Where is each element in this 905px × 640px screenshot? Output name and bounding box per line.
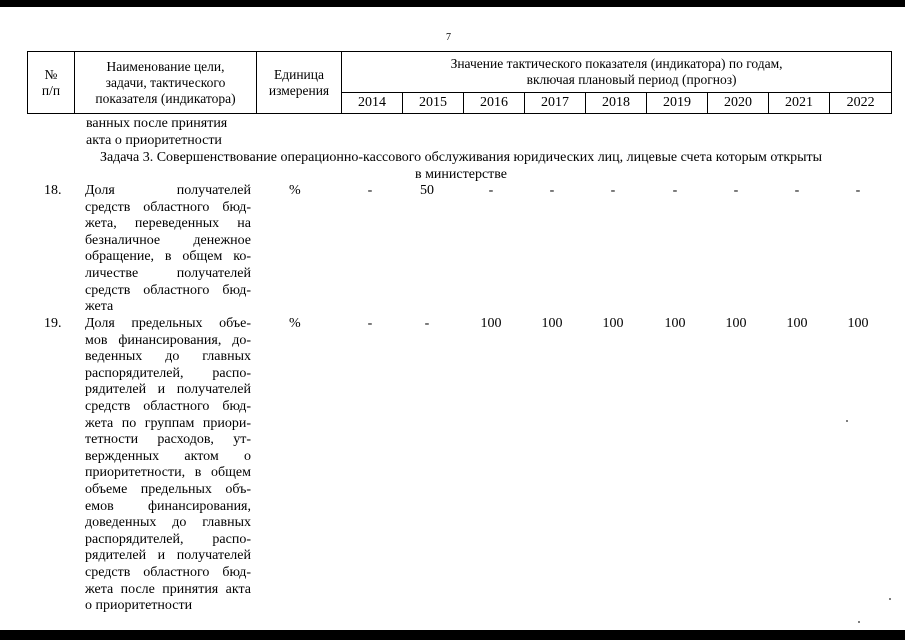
header-name-cell [75,52,257,114]
description-line: мов финансирования, до- [85,332,251,348]
description-line: Доля предельных объе- [85,316,251,331]
row-18-number: 18. [44,183,62,198]
row-18-value-2022: - [855,183,861,198]
row-19-value-2015: - [424,316,430,331]
row-19-value-2014: - [367,316,373,331]
row-19-description [85,316,251,615]
continuation-line: ванных после принятия [86,116,228,131]
task-3-heading [66,150,856,183]
description-line: о приоритетности [85,598,193,614]
row-18-description [85,183,251,316]
description-line: жета после принятия акта [85,581,251,597]
description-line: жета по группам приори- [85,415,251,431]
description-line: распорядителей, распо- [85,365,251,381]
description-line: емов финансирования, [85,498,251,514]
scan-speck [846,420,848,422]
description-line: объеме предельных объ- [85,481,251,497]
row-18-value-2019: - [672,183,678,198]
description-line: средств областного бюд- [85,564,251,580]
description-line: рядителей и получателей [85,548,251,564]
year-2017: 2017 [525,93,586,114]
scan-top-edge [0,0,905,7]
row-18-value-2015: 50 [420,183,434,198]
row-18-value-2018: - [610,183,616,198]
description-line: доведенных до главных [85,515,251,531]
year-2016: 2016 [464,93,525,114]
row-19-value-2017: 100 [541,316,563,331]
year-2018: 2018 [586,93,647,114]
description-line: распорядителей, распо- [85,531,251,547]
header-values-cell [342,52,892,93]
description-line: веденных до главных [85,349,251,365]
year-2021: 2021 [769,93,830,114]
continuation-line: акта о приоритетности [86,132,222,148]
header-number-line: № [44,66,58,82]
scan-speck [858,621,860,623]
description-line: обращение, в общем ко- [85,249,251,265]
header-unit-line: измерения [268,82,330,98]
description-line: приоритетности, в общем [85,465,251,481]
header-name-line: Наименование цели, [106,58,225,74]
year-2020: 2020 [708,93,769,114]
row-19-unit: % [289,316,301,331]
scan-speck [889,598,891,600]
description-line: личестве получателей [85,265,251,281]
row-18-value-2021: - [794,183,800,198]
description-line: средств областного бюд- [85,282,251,298]
year-2014: 2014 [342,93,403,114]
header-number-line: п/п [41,82,61,98]
row-19-value-2016: 100 [480,316,502,331]
header-values-line: включая плановый период (прогноз) [526,72,737,87]
row-19-value-2022: 100 [847,316,869,331]
description-line: Доля получателей [85,183,251,198]
year-2019: 2019 [647,93,708,114]
description-line: тетности расходов, ут- [85,432,251,448]
task-3-line: в министерстве [414,166,508,182]
row-18-value-2016: - [488,183,494,198]
header-name-line: показателя (индикатора) [95,90,236,106]
row-18-value-2017: - [549,183,555,198]
description-line: жета [85,299,114,315]
description-line: средств областного бюд- [85,398,251,414]
row-18-value-2020: - [733,183,739,198]
page-number: 7 [446,32,451,43]
header-name-line: задачи, тактического [105,74,226,90]
header-number-cell [28,52,75,114]
task-3-line: Задача 3. Совершенствование операционно-кассового обслуживания юридических лиц, лицевые счета которым открыты [99,150,823,165]
continuation-text [86,116,227,149]
header-unit-line: Единица [273,66,324,82]
row-19-number: 19. [44,316,62,331]
row-18-unit: % [289,183,301,198]
description-line: вержденных актом о [85,448,251,464]
scan-bottom-edge [0,630,905,640]
year-2022: 2022 [830,93,892,114]
row-19-value-2018: 100 [602,316,624,331]
description-line: средств областного бюд- [85,199,251,215]
row-19-value-2019: 100 [664,316,686,331]
table-header [27,51,892,114]
row-19-value-2021: 100 [786,316,808,331]
year-2015: 2015 [403,93,464,114]
row-18-value-2014: - [367,183,373,198]
header-unit-cell [257,52,342,114]
row-19-value-2020: 100 [725,316,747,331]
description-line: рядителей и получателей [85,382,251,398]
description-line: безналичное денежное [85,232,251,248]
description-line: жета, переведенных на [85,216,251,232]
header-values-line: Значение тактического показателя (индикатора) по годам, [450,56,783,71]
